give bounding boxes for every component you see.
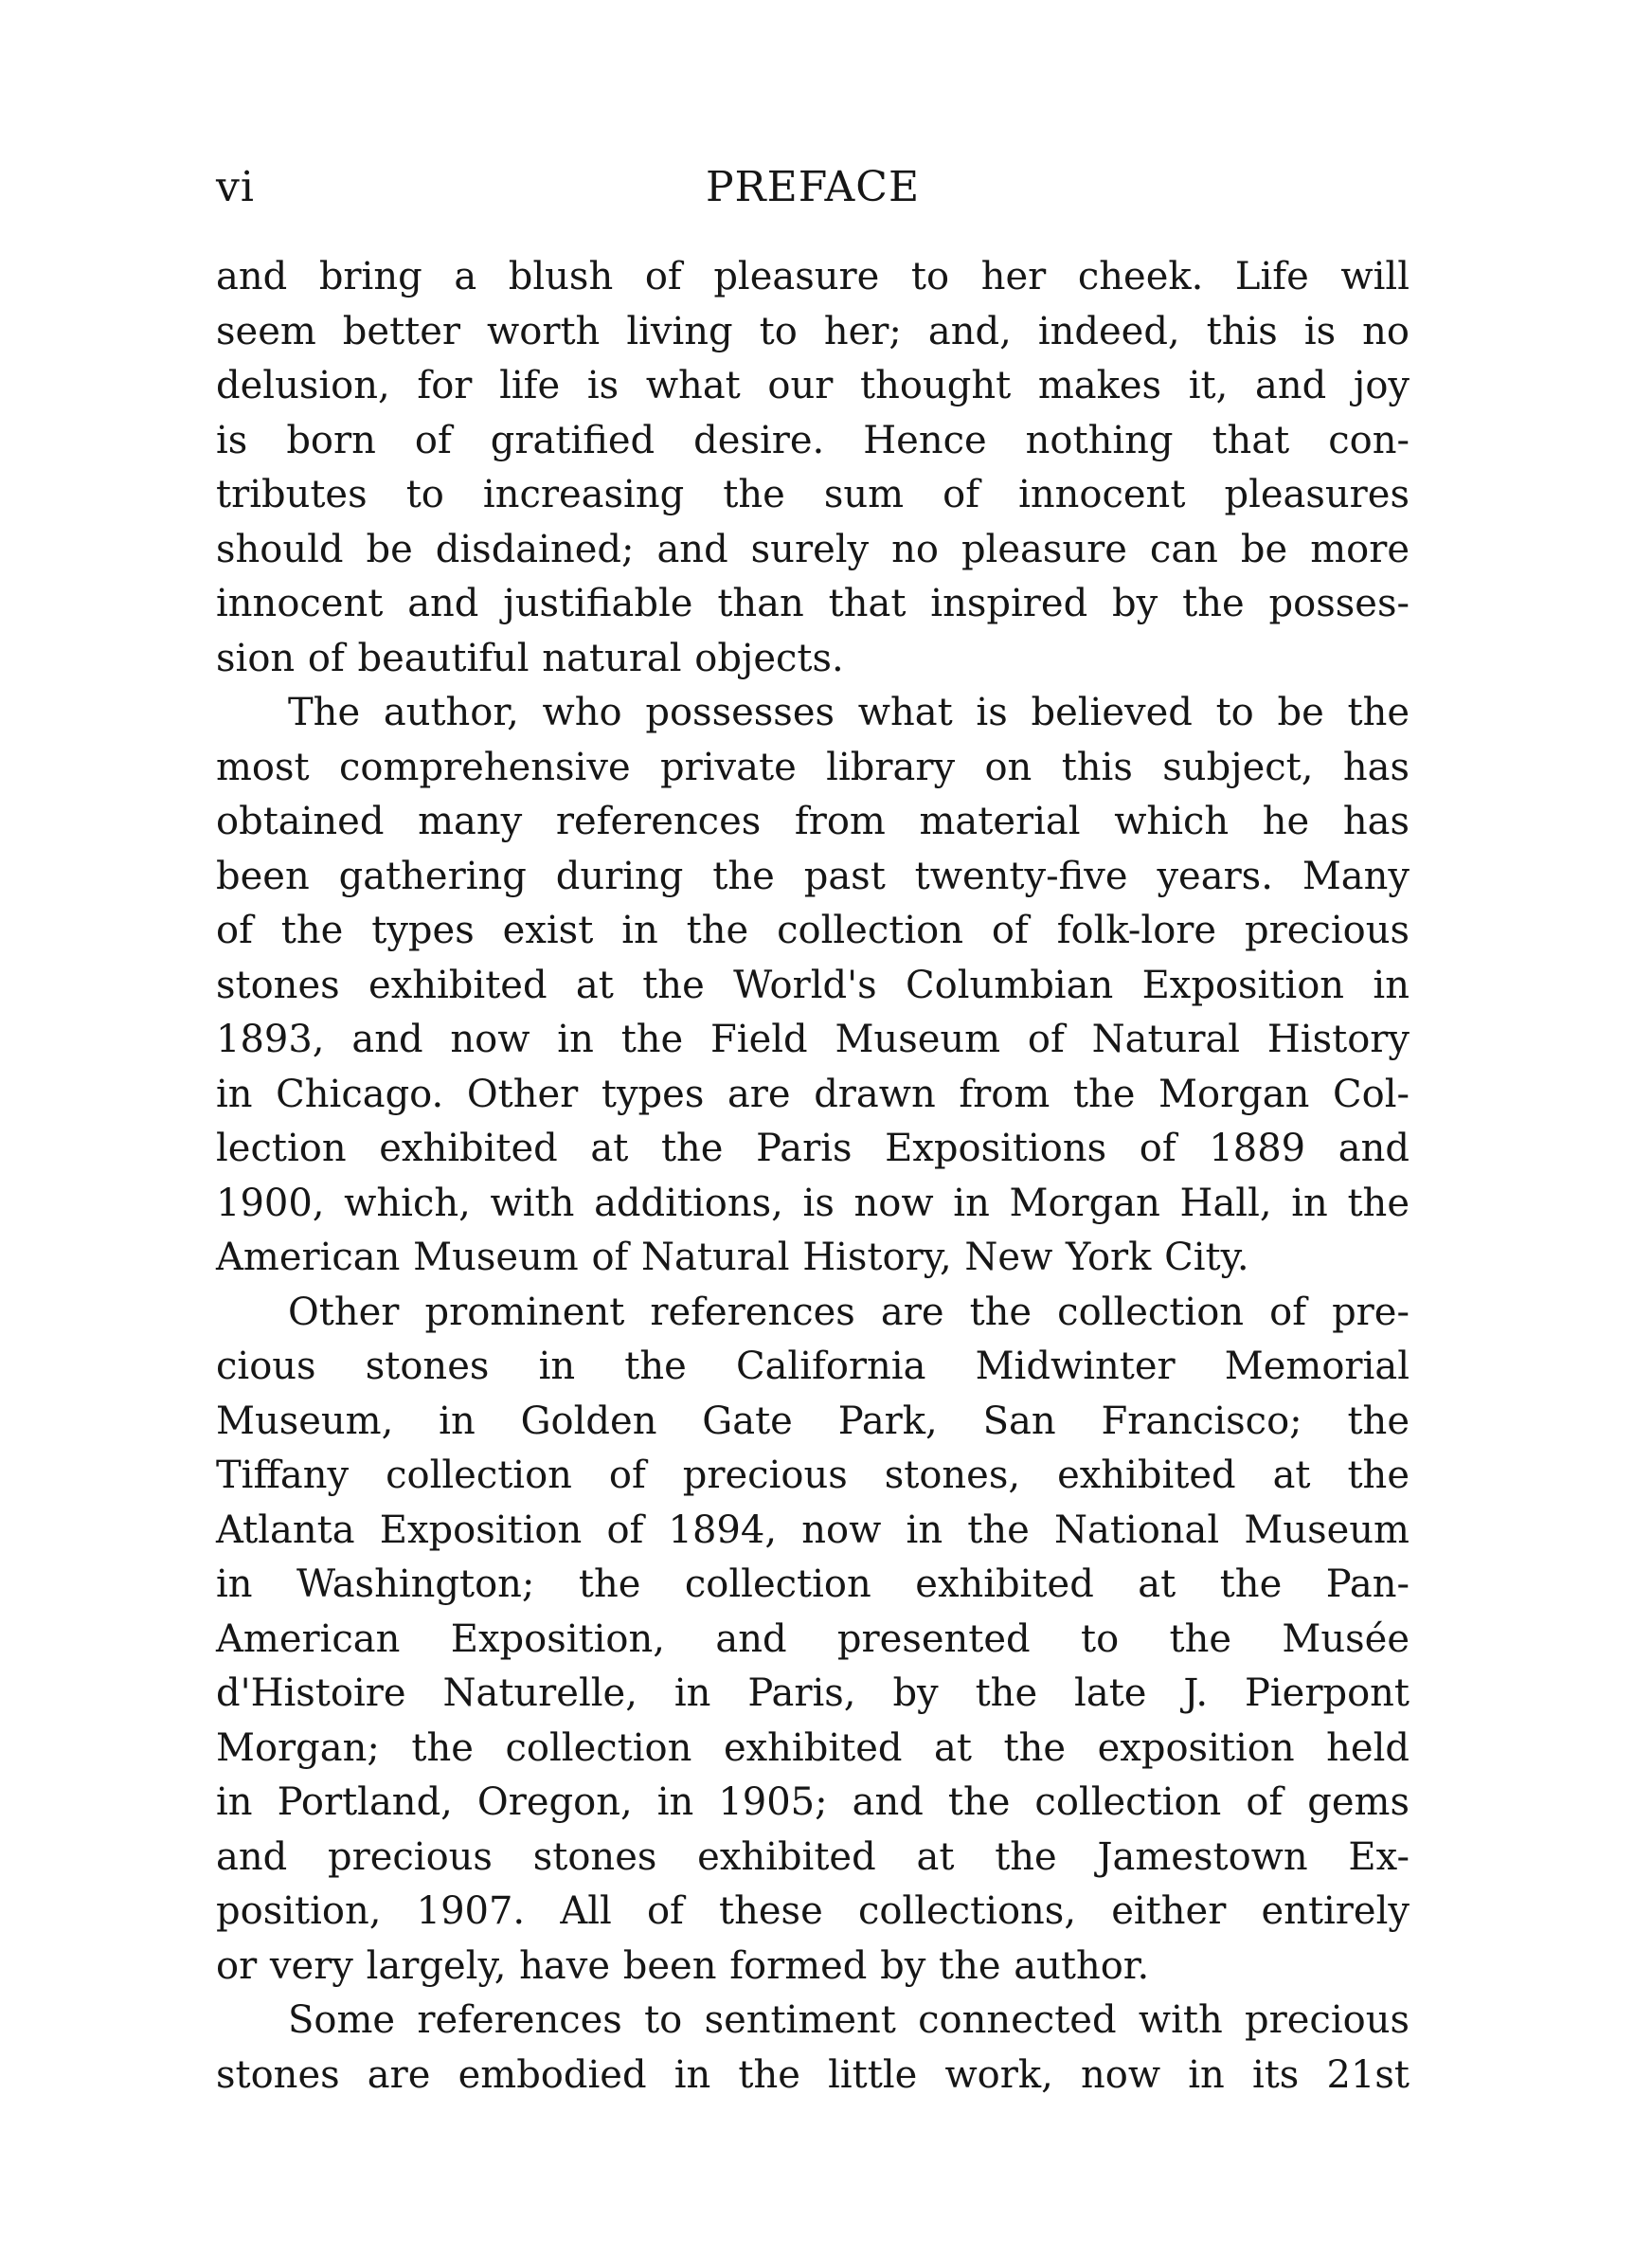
text-line: obtained many references from material which he has bbox=[216, 800, 1410, 843]
page-number: vi bbox=[216, 163, 255, 211]
text-line: lection exhibited at the Paris Expositions of 1889 and bbox=[216, 1127, 1410, 1170]
text-line: 1893, and now in the Field Museum of Natural History bbox=[216, 1018, 1410, 1061]
text-line: 1900, which, with additions, is now in Morgan Hall, in the bbox=[216, 1181, 1410, 1225]
text-line: most comprehensive private library on this subject, has bbox=[216, 745, 1410, 789]
text-line: in Chicago. Other types are drawn from the Morgan Col- bbox=[216, 1072, 1410, 1116]
paragraph bbox=[216, 1994, 1410, 2103]
text-line: Other prominent references are the collection of pre- bbox=[288, 1290, 1410, 1334]
text-line: d'Histoire Naturelle, in Paris, by the late J. Pierpont bbox=[216, 1671, 1410, 1715]
paragraph bbox=[216, 686, 1410, 1286]
section-title: PREFACE bbox=[705, 163, 921, 211]
text-line: innocent and justifiable than that inspired by the posses- bbox=[216, 582, 1410, 625]
text-line: Some references to sentiment connected with precious bbox=[288, 1998, 1410, 2042]
text-line: seem better worth living to her; and, indeed, this is no bbox=[216, 309, 1410, 353]
text-line: Museum, in Golden Gate Park, San Francisco; the bbox=[216, 1399, 1410, 1443]
paragraph bbox=[216, 250, 1410, 686]
paragraph bbox=[216, 1286, 1410, 1995]
running-head bbox=[216, 159, 1410, 216]
text-line: delusion, for life is what our thought makes it, and joy bbox=[216, 364, 1410, 407]
text-line: American Exposition, and presented to the Musée bbox=[216, 1616, 1410, 1661]
text-line: stones exhibited at the World's Columbian Exposition in bbox=[216, 963, 1410, 1007]
text-line: American Museum of Natural History, New York City. bbox=[216, 1236, 1249, 1279]
text-line: stones are embodied in the little work, now in its 21st bbox=[216, 2052, 1410, 2097]
text-line: The author, who possesses what is believed to be the bbox=[288, 691, 1410, 734]
text-line: of the types exist in the collection of folk-lore precious bbox=[216, 909, 1410, 952]
text-line: and bring a blush of pleasure to her cheek. Life will bbox=[216, 255, 1410, 298]
text-line: should be disdained; and surely no pleasure can be more bbox=[216, 527, 1410, 571]
text-line: position, 1907. All of these collections, either entirely bbox=[216, 1889, 1410, 1933]
text-line: Atlanta Exposition of 1894, now in the National Museum bbox=[216, 1508, 1410, 1552]
text-line: Tiffany collection of precious stones, exhibited at the bbox=[216, 1454, 1410, 1497]
text-line: cious stones in the California Midwinter Memorial bbox=[216, 1345, 1410, 1388]
text-line: Morgan; the collection exhibited at the exposition held bbox=[216, 1725, 1410, 1770]
text-line: in Washington; the collection exhibited at the Pan- bbox=[216, 1562, 1410, 1606]
text-line: and precious stones exhibited at the Jamestown Ex- bbox=[216, 1834, 1410, 1879]
text-line: tributes to increasing the sum of innocent pleasures bbox=[216, 473, 1410, 516]
text-line: been gathering during the past twenty-five years. Many bbox=[216, 854, 1410, 898]
text-line: sion of beautiful natural objects. bbox=[216, 636, 844, 680]
text-line: in Portland, Oregon, in 1905; and the collection of gems bbox=[216, 1780, 1410, 1824]
text-line: is born of gratified desire. Hence nothing that con- bbox=[216, 418, 1410, 462]
text-line: or very largely, have been formed by the author. bbox=[216, 1943, 1150, 1988]
preface-body bbox=[216, 250, 1410, 2103]
